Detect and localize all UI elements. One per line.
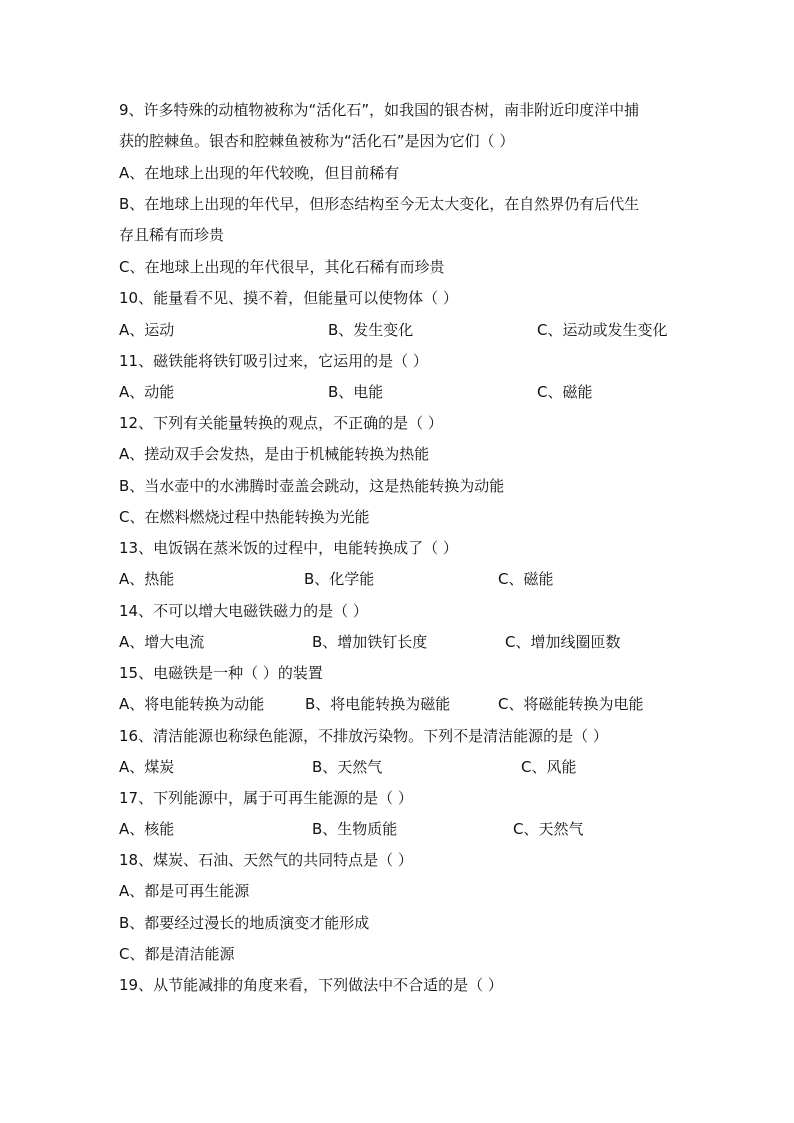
q15-option-c: C、将磁能转换为电能 [498, 695, 644, 713]
q13-option-a: A、热能 [119, 570, 175, 588]
q9-option-b-line1: B、在地球上出现的年代早，但形态结构至今无太大变化，在自然界仍有后代生 [119, 195, 640, 213]
q17-option-b: B、生物质能 [312, 820, 398, 838]
q12-option-a: A、搓动双手会发热，是由于机械能转换为热能 [119, 445, 430, 463]
q16-option-c: C、风能 [521, 758, 577, 776]
q19-stem: 19、从节能减排的角度来看，下列做法中不合适的是（ ） [119, 976, 503, 994]
q10-option-c: C、运动或发生变化 [537, 321, 668, 339]
q16-option-a: A、煤炭 [119, 758, 175, 776]
q17-option-c: C、天然气 [513, 820, 584, 838]
q18-stem: 18、煤炭、石油、天然气的共同特点是（ ） [119, 851, 413, 869]
q17-stem: 17、下列能源中，属于可再生能源的是（ ） [119, 789, 413, 807]
q12-option-b: B、当水壶中的水沸腾时壶盖会跳动，这是热能转换为动能 [119, 477, 505, 495]
q9-stem-line2: 获的腔棘鱼。银杏和腔棘鱼被称为“活化石”是因为它们（ ） [119, 132, 515, 150]
q15-stem: 15、电磁铁是一种（ ）的装置 [119, 664, 323, 682]
q18-option-b: B、都要经过漫长的地质演变才能形成 [119, 914, 370, 932]
q18-option-c: C、都是清洁能源 [119, 945, 235, 963]
q13-option-b: B、化学能 [304, 570, 375, 588]
q16-stem: 16、清洁能源也称绿色能源，不排放污染物。下列不是清洁能源的是（ ） [119, 727, 608, 745]
q9-option-b-line2: 存且稀有而珍贵 [119, 226, 225, 244]
q14-stem: 14、不可以增大电磁铁磁力的是（ ） [119, 602, 368, 620]
q11-option-c: C、磁能 [537, 383, 593, 401]
q10-option-a: A、运动 [119, 321, 175, 339]
q10-stem: 10、能量看不见、摸不着，但能量可以使物体（ ） [119, 289, 458, 307]
q12-option-c: C、在燃料燃烧过程中热能转换为光能 [119, 508, 370, 526]
q13-stem: 13、电饭锅在蒸米饭的过程中，电能转换成了（ ） [119, 539, 458, 557]
q11-option-b: B、电能 [328, 383, 384, 401]
q16-option-b: B、天然气 [312, 758, 383, 776]
q12-stem: 12、下列有关能量转换的观点，不正确的是（ ） [119, 414, 443, 432]
q18-option-a: A、都是可再生能源 [119, 882, 250, 900]
q9-option-a: A、在地球上出现的年代较晚，但目前稀有 [119, 164, 400, 182]
q11-option-a: A、动能 [119, 383, 175, 401]
q15-option-a: A、将电能转换为动能 [119, 695, 265, 713]
q15-option-b: B、将电能转换为磁能 [305, 695, 451, 713]
q10-option-b: B、发生变化 [328, 321, 414, 339]
q17-option-a: A、核能 [119, 820, 175, 838]
q13-option-c: C、磁能 [498, 570, 554, 588]
q9-stem-line1: 9、许多特殊的动植物被称为“活化石”，如我国的银杏树，南非附近印度洋中捕 [119, 101, 640, 119]
q14-option-b: B、增加铁钉长度 [312, 633, 428, 651]
q14-option-a: A、增大电流 [119, 633, 205, 651]
q9-option-c: C、在地球上出现的年代很早，其化石稀有而珍贵 [119, 258, 445, 276]
q14-option-c: C、增加线圈匝数 [505, 633, 621, 651]
q11-stem: 11、磁铁能将铁钉吸引过来，它运用的是（ ） [119, 352, 428, 370]
